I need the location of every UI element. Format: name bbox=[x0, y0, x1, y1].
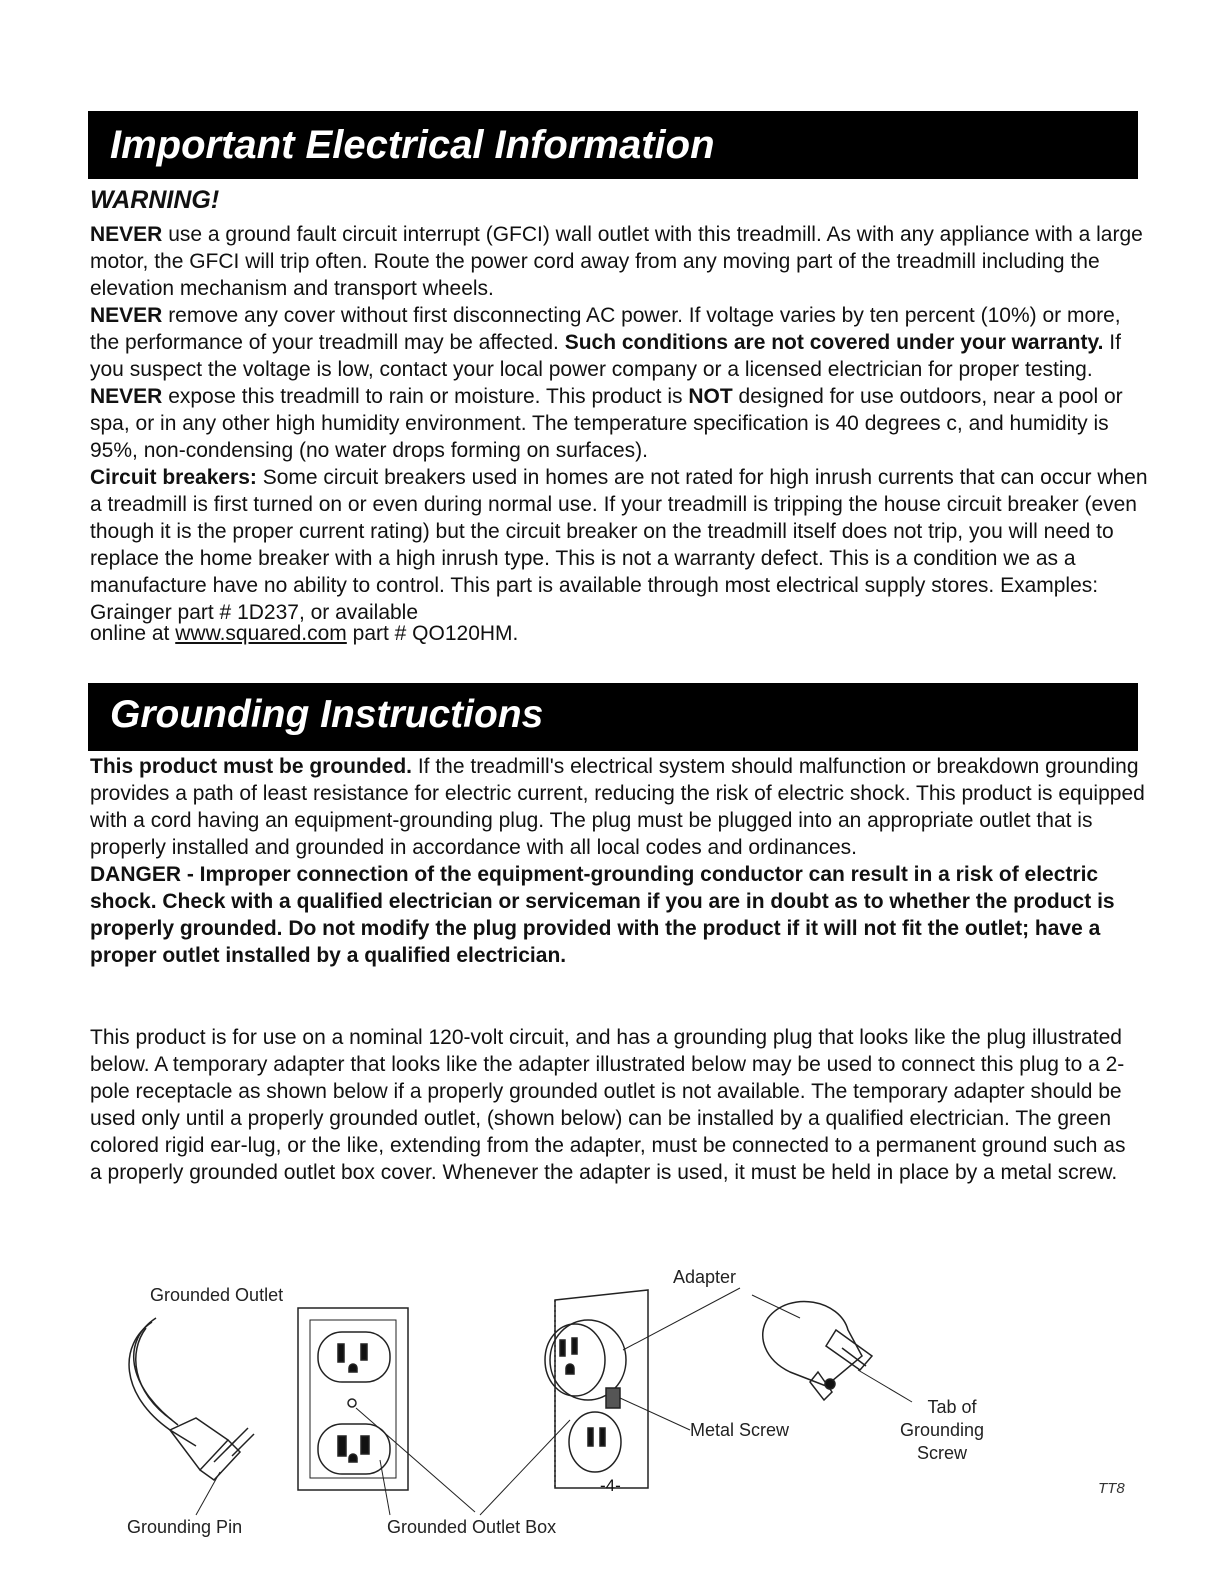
adapter-label: Adapter bbox=[673, 1267, 737, 1287]
not-label: NOT bbox=[688, 385, 733, 408]
tab-of-grounding-screw-label bbox=[880, 1396, 1004, 1465]
warning-cover bbox=[90, 302, 1150, 383]
online-line bbox=[90, 620, 1150, 647]
grounding-pin-label: Grounding Pin bbox=[127, 1517, 243, 1537]
never-label: NEVER bbox=[90, 304, 163, 327]
grounding-title: Grounding Instructions bbox=[110, 693, 544, 736]
danger-paragraph: DANGER - Improper connection of the equipment-grounding conductor can result in a risk of electric shock. Check with a qualified electrician or serviceman if you are in doubt as to whether the product is properly grounded. Do not modify the plug provided with the product if it will not fit the outlet; have a proper outlet installed by a qualified electrician. bbox=[90, 863, 1115, 967]
warning-moisture-text: expose this treadmill to rain or moisture. This product is bbox=[162, 385, 689, 408]
tab-line-1: Tab of bbox=[927, 1397, 977, 1417]
squared-link[interactable]: www.squared.com bbox=[175, 622, 347, 645]
tab-line-2: Grounding bbox=[899, 1420, 985, 1440]
must-be-grounded-lead: This product must be grounded. bbox=[90, 755, 412, 778]
grounding-banner bbox=[88, 683, 1138, 751]
tab-line-3: Screw bbox=[916, 1443, 967, 1463]
warranty-note: Such conditions are not covered under your warranty. bbox=[564, 331, 1104, 354]
adapter-paragraph-text: This product is for use on a nominal 120-volt circuit, and has a grounding plug that looks like the plug illustrated below. A temporary adapter that looks like the adapter illustrated below may be used to connect this plug to a 2-pole receptacle as shown below if a properly grounded outlet is not available. The temporary adapter should be used only until a properly grounded outlet, (shown below) can be installed by a qualified electrician. The green colored rigid ear-lug, or the like, extending from the adapter, must be connected to a permanent ground such as a properly grounded outlet box cover. Whenever the adapter is used, it must be held in place by a metal screw. bbox=[90, 1026, 1126, 1184]
part-number: part # QO120HM. bbox=[346, 622, 519, 645]
page-number: -4- bbox=[600, 1476, 621, 1495]
warning-gfci bbox=[90, 221, 1150, 302]
must-be-grounded-text: If the treadmill's electrical system should malfunction or breakdown grounding provides a path of least resistance for electric current, reducing the risk of electric shock. This product is equipped with a cord having an equipment-grounding plug. The plug must be plugged into an appropriate outlet that is properly installed and grounded in accordance with all local codes and ordinances. bbox=[90, 755, 1145, 859]
duplex-outlet-illustration bbox=[298, 1308, 570, 1515]
adapter-outlet-illustration bbox=[545, 1288, 740, 1488]
never-label: NEVER bbox=[90, 385, 163, 408]
adapter-illustration bbox=[752, 1295, 912, 1402]
grounded-outlet-label: Grounded Outlet bbox=[150, 1285, 284, 1305]
warning-cover-text: remove any cover without first disconnecting AC power. If voltage varies by ten percent (10%) or more, the performance of your treadmill may be affected. bbox=[90, 304, 1121, 354]
circuit-breakers-text: Some circuit breakers used in homes are not rated for high inrush currents that can occur when a treadmill is first turned on or even during normal use. If your treadmill is tripping the house circuit breaker (even though it is the proper current rating) but the circuit breaker on the treadmill itself does not trip, you will need to replace the home breaker with a high inrush type. This is not a warranty defect. This is a condition we as a manufacture have no ability to control. This part is available through most electrical supply stores. Examples: Grainger part # 1D237, or available bbox=[90, 466, 1148, 624]
grounding-figure bbox=[0, 1250, 1225, 1580]
adapter-paragraph bbox=[90, 1024, 1140, 1186]
circuit-breakers-note bbox=[90, 464, 1150, 626]
warning-gfci-text: use a ground fault circuit interrupt (GFCI) wall outlet with this treadmill. As with any appliance with a large motor, the GFCI will trip often. Route the power cord away from any moving part of the treadmill including the elevation mechanism and transport wheels. bbox=[90, 223, 1143, 300]
online-prefix: online at bbox=[90, 622, 176, 645]
electrical-warnings bbox=[90, 221, 1150, 626]
electrical-info-title: Important Electrical Information bbox=[110, 123, 715, 167]
grounded-outlet-box-label: Grounded Outlet Box bbox=[387, 1517, 557, 1537]
grounding-section bbox=[90, 753, 1150, 969]
warning-moisture-tail: designed for use outdoors, near a pool or spa, or in any other high humidity environment. The temperature specification is 40 degrees c, and humidity is 95%, non-condensing (no water drops forming on surfaces). bbox=[90, 385, 1123, 462]
must-be-grounded bbox=[90, 753, 1150, 861]
never-label: NEVER bbox=[90, 223, 163, 246]
document-code: TT8 bbox=[1098, 1480, 1125, 1497]
warning-cover-tail: If you suspect the voltage is low, contact your local power company or a licensed electrician for proper testing. bbox=[90, 331, 1121, 381]
warning-heading: WARNING! bbox=[90, 186, 220, 214]
warning-moisture bbox=[90, 383, 1150, 464]
grounded-plug-illustration bbox=[129, 1318, 254, 1515]
metal-screw-label: Metal Screw bbox=[690, 1420, 790, 1440]
electrical-info-banner bbox=[88, 111, 1138, 179]
circuit-breakers-label: Circuit breakers: bbox=[90, 466, 257, 489]
